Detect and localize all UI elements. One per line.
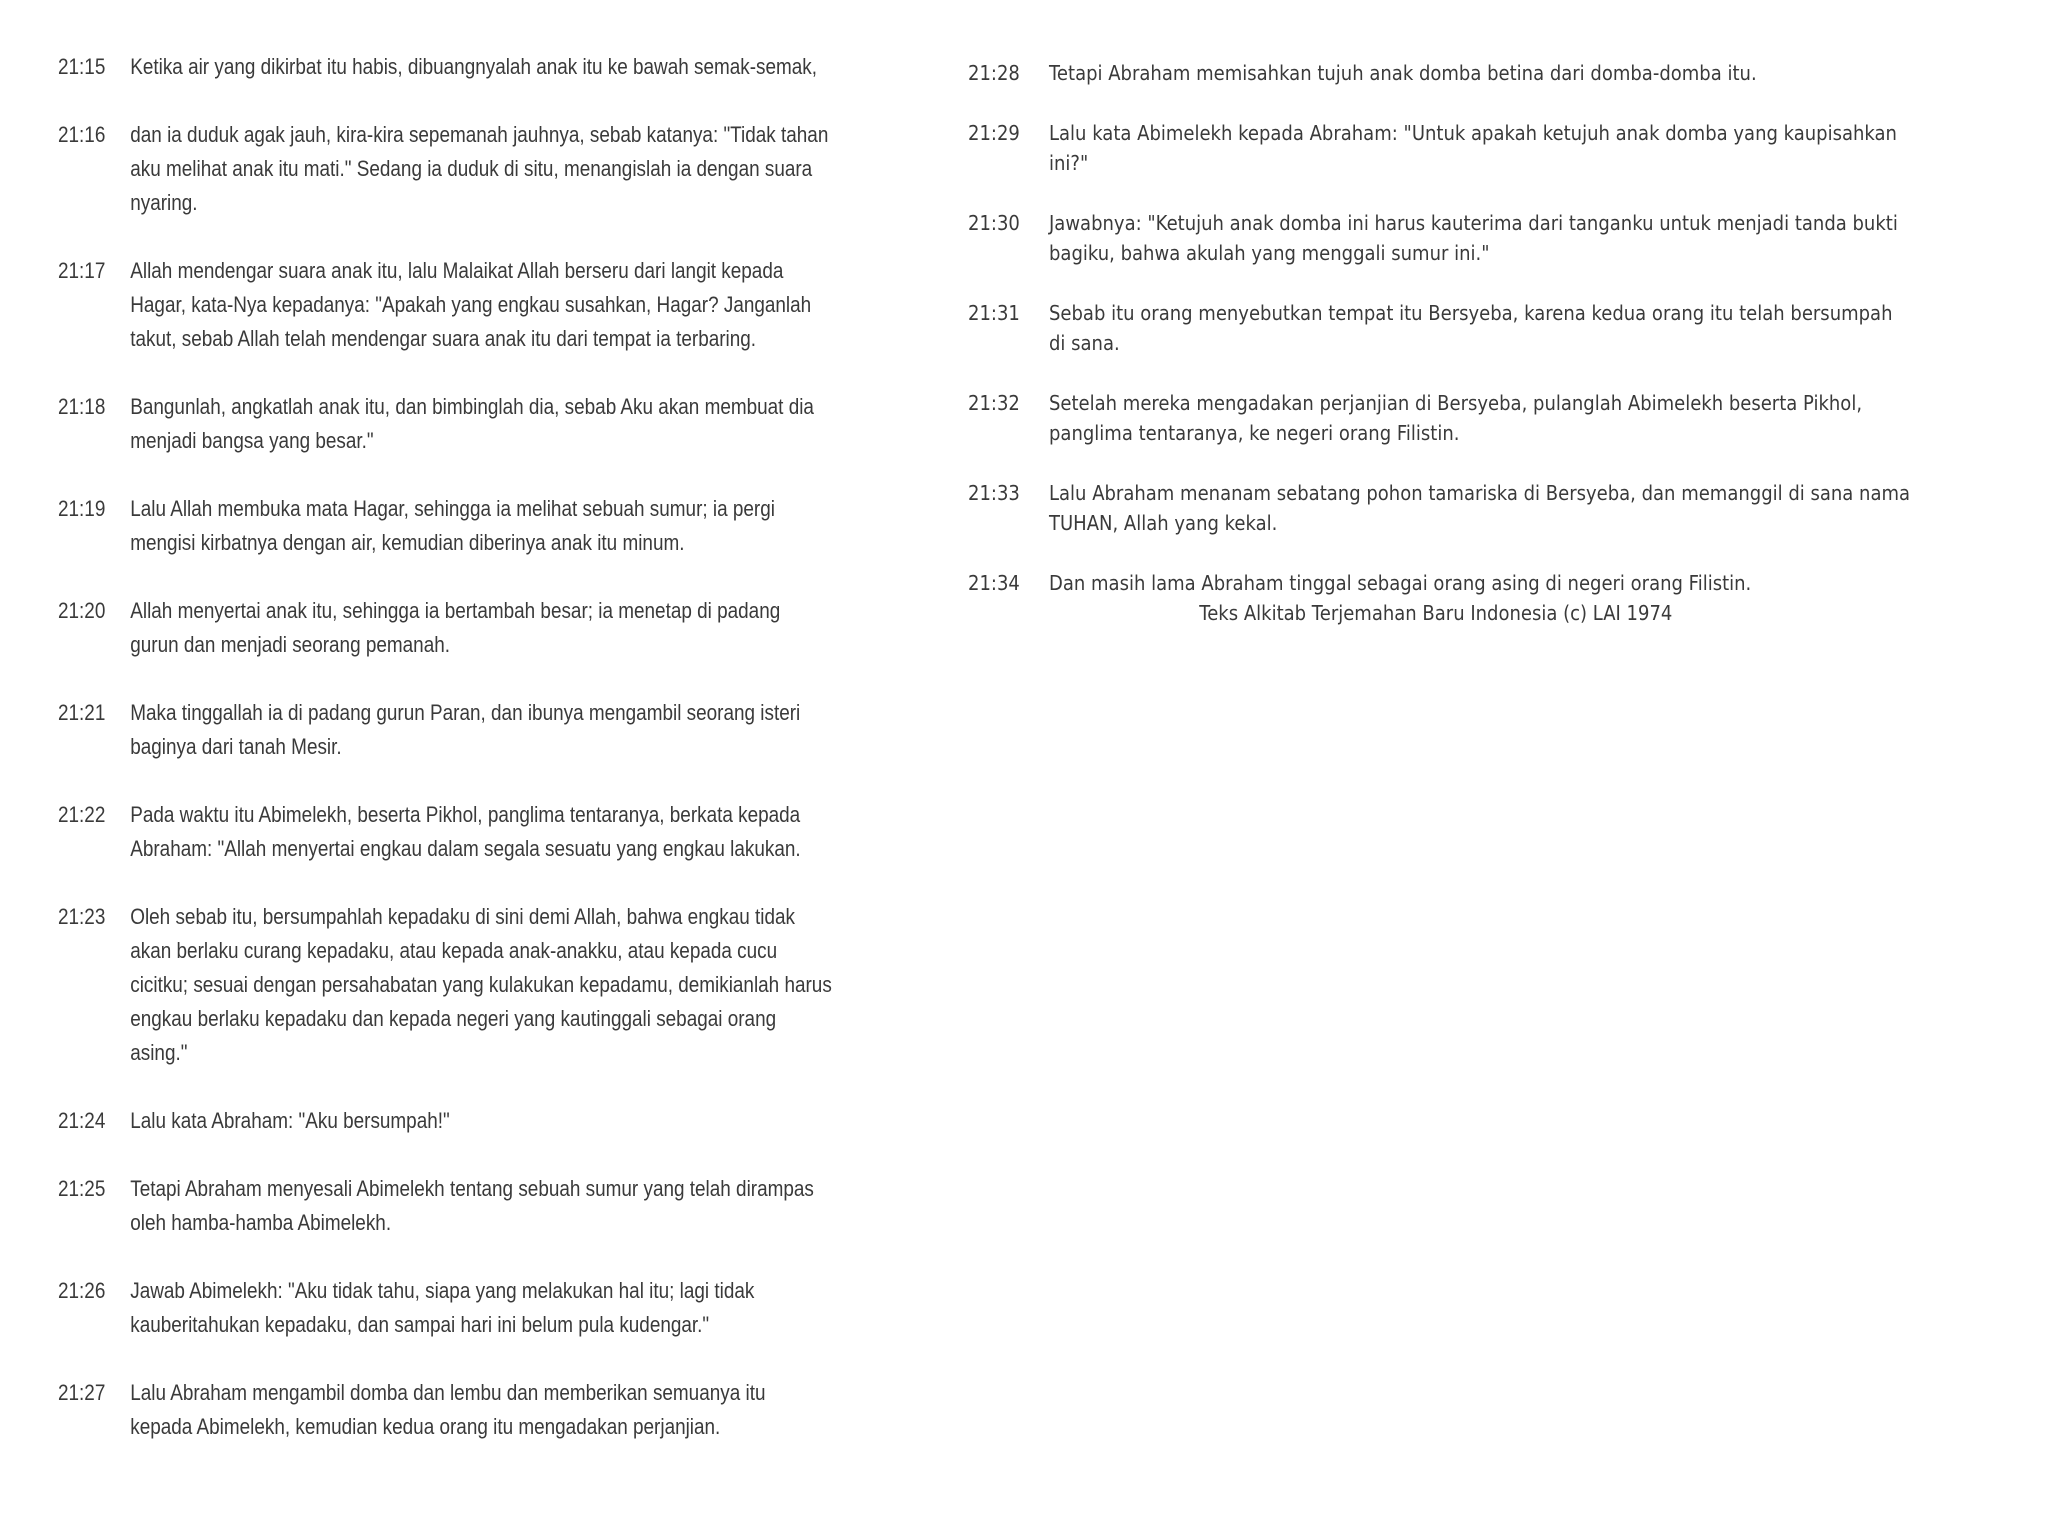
verse-ref: 21:19 bbox=[58, 496, 106, 521]
verse-text: Ketika air yang dikirbat itu habis, dibuangnyalah anak itu ke bawah semak-semak, bbox=[130, 54, 818, 79]
verse-ref: 21:34 bbox=[968, 571, 1020, 595]
verse-text: Dan masih lama Abraham tinggal sebagai orang asing di negeri orang Filistin. bbox=[1049, 571, 1752, 595]
verse-21-17 bbox=[58, 254, 832, 356]
verse-text: Maka tinggallah ia di padang gurun Paran, dan ibunya mengambil seorang isteri baginya dari tanah Mesir. bbox=[130, 700, 801, 759]
verse-21-32 bbox=[968, 388, 1913, 448]
verse-ref: 21:17 bbox=[58, 258, 106, 283]
verse-21-30 bbox=[968, 208, 1913, 268]
verse-21-31 bbox=[968, 298, 1913, 358]
verse-ref: 21:18 bbox=[58, 394, 106, 419]
verse-text: Pada waktu itu Abimelekh, beserta Pikhol, panglima tentaranya, berkata kepada Abraham: "Allah menyertai engkau dalam segala sesuatu yang engkau lakukan. bbox=[130, 802, 801, 861]
verse-21-21 bbox=[58, 696, 832, 764]
verse-text: Allah menyertai anak itu, sehingga ia bertambah besar; ia menetap di padang gurun dan menjadi seorang pemanah. bbox=[130, 598, 781, 657]
verse-text: Lalu Abraham mengambil domba dan lembu dan memberikan semuanya itu kepada Abimelekh, kemudian kedua orang itu mengadakan perjanjian. bbox=[130, 1380, 766, 1439]
verse-ref: 21:21 bbox=[58, 700, 106, 725]
verse-ref: 21:27 bbox=[58, 1380, 106, 1405]
verse-ref: 21:20 bbox=[58, 598, 106, 623]
verse-text: Jawabnya: "Ketujuh anak domba ini harus kauterima dari tanganku untuk menjadi tanda bukti bagiku, bahwa akulah yang menggali sumur ini." bbox=[1049, 211, 1898, 265]
copyright-note: Teks Alkitab Terjemahan Baru Indonesia (c) LAI 1974 bbox=[1199, 601, 1673, 625]
verse-ref: 21:22 bbox=[58, 802, 106, 827]
verse-21-18 bbox=[58, 390, 832, 458]
verse-ref: 21:30 bbox=[968, 211, 1020, 235]
verse-21-16 bbox=[58, 118, 832, 220]
verse-text: Jawab Abimelekh: "Aku tidak tahu, siapa yang melakukan hal itu; lagi tidak kauberitahukan kepadaku, dan sampai hari ini belum pula kudengar." bbox=[130, 1278, 755, 1337]
verse-text: Setelah mereka mengadakan perjanjian di Bersyeba, pulanglah Abimelekh beserta Pikhol, panglima tentaranya, ke negeri orang Filistin. bbox=[1049, 391, 1863, 445]
verse-21-20 bbox=[58, 594, 832, 662]
verse-ref: 21:25 bbox=[58, 1176, 106, 1201]
verse-text: Oleh sebab itu, bersumpahlah kepadaku di sini demi Allah, bahwa engkau tidak akan berlaku curang kepadaku, atau kepada anak-anakku, atau kepada cucu cicitku; sesuai dengan persahabatan yang kulakukan kepadamu, demikianlah harus engkau berlaku kepadaku dan kepada negeri yang kautinggali sebagai orang asing." bbox=[130, 904, 832, 1065]
verse-ref: 21:32 bbox=[968, 391, 1020, 415]
verse-text: Tetapi Abraham memisahkan tujuh anak domba betina dari domba-domba itu. bbox=[1049, 61, 1757, 85]
verse-21-29 bbox=[968, 118, 1913, 178]
verse-text: Tetapi Abraham menyesali Abimelekh tentang sebuah sumur yang telah dirampas oleh hamba-hamba Abimelekh. bbox=[130, 1176, 814, 1235]
verse-ref: 21:23 bbox=[58, 904, 106, 929]
verse-text: Lalu kata Abimelekh kepada Abraham: "Untuk apakah ketujuh anak domba yang kaupisahkan ini?" bbox=[1049, 121, 1897, 175]
verse-21-25 bbox=[58, 1172, 832, 1240]
verse-ref: 21:31 bbox=[968, 301, 1020, 325]
verse-ref: 21:26 bbox=[58, 1278, 106, 1303]
verse-ref: 21:15 bbox=[58, 54, 106, 79]
verse-text: Lalu kata Abraham: "Aku bersumpah!" bbox=[130, 1108, 450, 1133]
verse-text: dan ia duduk agak jauh, kira-kira sepemanah jauhnya, sebab katanya: "Tidak tahan aku melihat anak itu mati." Sedang ia duduk di situ, menangislah ia dengan suara nyaring. bbox=[130, 122, 829, 215]
verse-ref: 21:29 bbox=[968, 121, 1020, 145]
verse-21-28 bbox=[968, 58, 1913, 88]
verse-21-22 bbox=[58, 798, 832, 866]
verse-ref: 21:33 bbox=[968, 481, 1020, 505]
verse-21-34 bbox=[968, 568, 1913, 598]
right-verse-column bbox=[968, 58, 1913, 628]
verse-ref: 21:16 bbox=[58, 122, 106, 147]
verse-21-24 bbox=[58, 1104, 832, 1138]
verse-21-26 bbox=[58, 1274, 832, 1342]
verse-text: Sebab itu orang menyebutkan tempat itu Bersyeba, karena kedua orang itu telah bersumpah di sana. bbox=[1049, 301, 1893, 355]
left-verse-column bbox=[58, 50, 832, 1478]
verse-text: Bangunlah, angkatlah anak itu, dan bimbinglah dia, sebab Aku akan membuat dia menjadi bangsa yang besar." bbox=[130, 394, 814, 453]
verse-21-15 bbox=[58, 50, 832, 84]
verse-21-33 bbox=[968, 478, 1913, 538]
verse-21-27 bbox=[58, 1376, 832, 1444]
verse-21-19 bbox=[58, 492, 832, 560]
verse-ref: 21:28 bbox=[968, 61, 1020, 85]
verse-text: Allah mendengar suara anak itu, lalu Malaikat Allah berseru dari langit kepada Hagar, kata-Nya kepadanya: "Apakah yang engkau susahkan, Hagar? Janganlah takut, sebab Allah telah mendengar suara anak itu dari tempat ia terbaring. bbox=[130, 258, 812, 351]
verse-ref: 21:24 bbox=[58, 1108, 106, 1133]
verse-21-23 bbox=[58, 900, 832, 1070]
verse-text: Lalu Allah membuka mata Hagar, sehingga ia melihat sebuah sumur; ia pergi mengisi kirbatnya dengan air, kemudian diberinya anak itu minum. bbox=[130, 496, 775, 555]
verse-text: Lalu Abraham menanam sebatang pohon tamariska di Bersyeba, dan memanggil di sana nama TUHAN, Allah yang kekal. bbox=[1049, 481, 1911, 535]
